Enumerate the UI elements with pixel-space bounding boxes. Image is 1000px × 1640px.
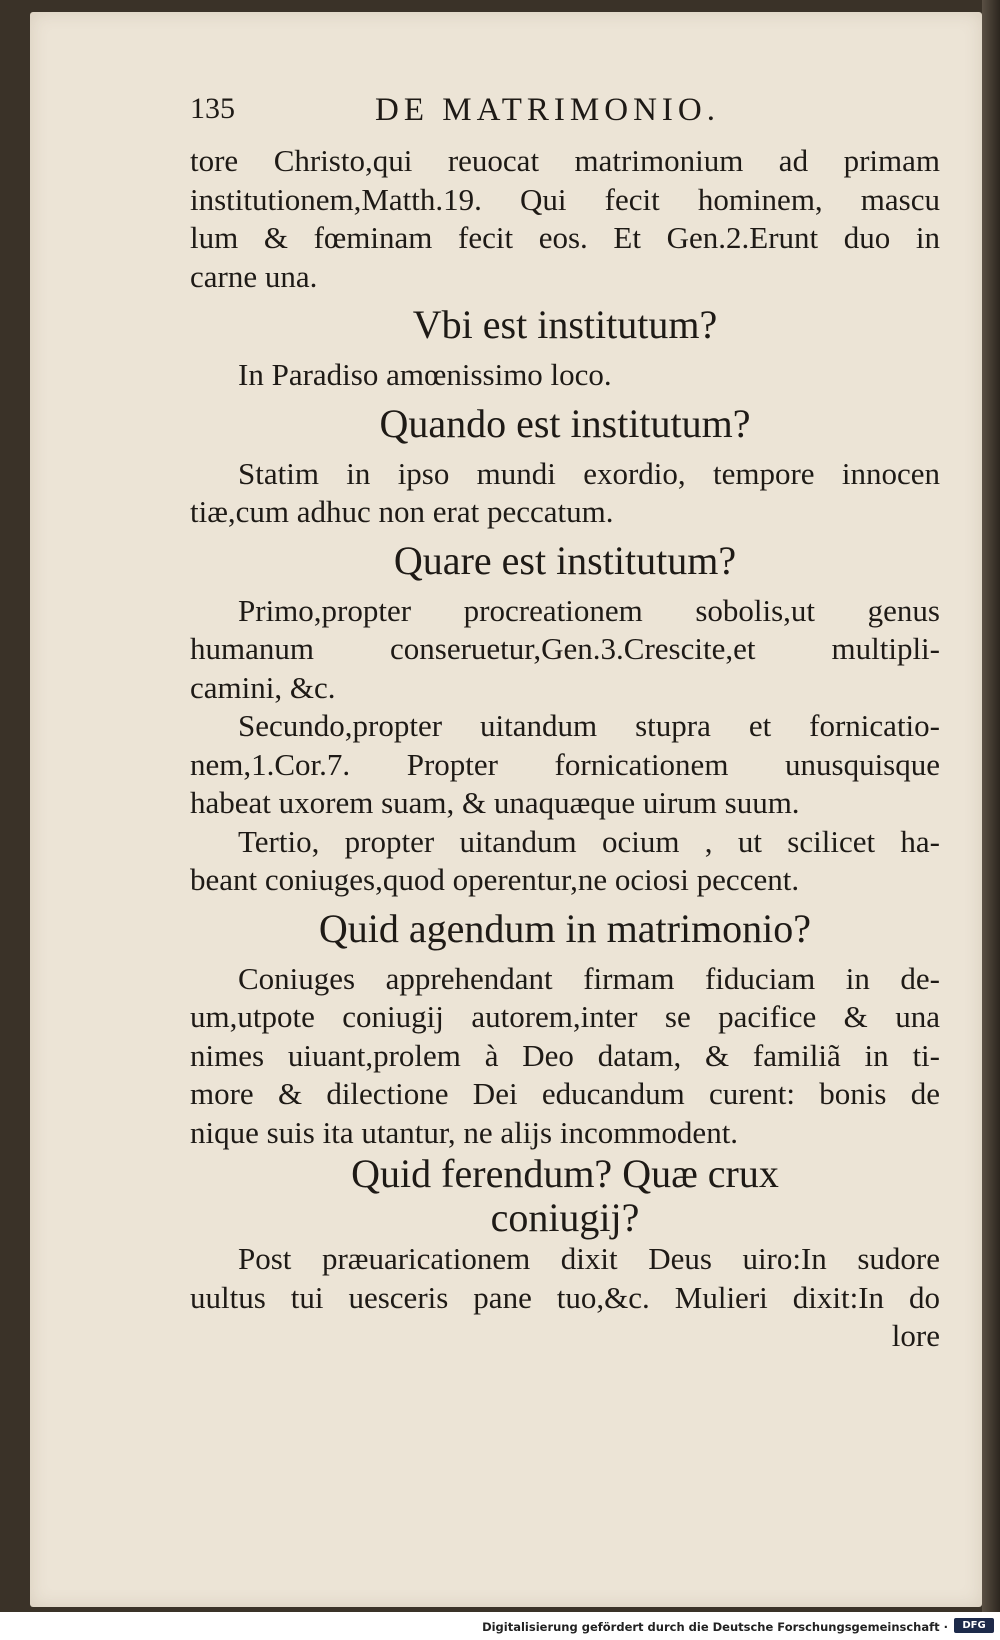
- text-line: uultus tui uesceris pane tuo,&c. Mulieri dixit:In do: [190, 1279, 940, 1315]
- text-line: In Paradiso amœnissimo loco.: [238, 357, 612, 392]
- running-header: [190, 92, 940, 142]
- question-heading: Quid agendum in matrimonio?: [318, 905, 812, 951]
- text-line: tiæ,cum adhuc non erat peccatum.: [190, 494, 614, 529]
- paragraph-1: [190, 142, 940, 296]
- text-line: nem,1.Cor.7. Propter fornicationem unusquisque: [190, 746, 940, 782]
- text-line: nique suis ita utantur, ne alijs incommodent.: [190, 1114, 739, 1150]
- question-heading: Quando est institutum?: [379, 400, 751, 446]
- text-line: humanum conseruetur,Gen.3.Crescite,et multipli-: [190, 631, 940, 666]
- dfg-logo: DFG: [954, 1618, 994, 1633]
- text-line: Secundo,propter uitandum stupra et fornicatio-: [238, 708, 940, 743]
- page-text: [190, 92, 940, 1356]
- question-heading-cont: coniugij?: [490, 1195, 640, 1240]
- question-heading: Quid ferendum? Quæ crux: [351, 1151, 779, 1196]
- running-title: DE MATRIMONIO.: [375, 92, 720, 128]
- text-line: tore Christo,qui reuocat matrimonium ad primam: [190, 143, 940, 178]
- question-heading: Vbi est institutum?: [412, 302, 718, 347]
- page-number: 135: [190, 92, 235, 125]
- funding-credit: Digitalisierung gefördert durch die Deutsche Forschungsgemeinschaft ·: [482, 1620, 948, 1634]
- question-heading: Quare est institutum?: [393, 537, 737, 583]
- text-line: more & dilectione Dei educandum curent: bonis de: [190, 1076, 940, 1111]
- text-line: habeat uxorem suam, & unaquæque uirum suum.: [190, 785, 800, 820]
- text-line: Coniuges apprehendant firmam fiduciam in de-: [238, 960, 940, 996]
- book-edge: [982, 0, 1000, 1612]
- text-line: Primo,propter procreationem sobolis,ut genus: [238, 592, 940, 628]
- digitization-footer: [0, 1612, 1000, 1640]
- catchword: lore: [891, 1318, 940, 1353]
- text-line: institutionem,Matth.19. Qui fecit hominem, mascu: [190, 181, 940, 217]
- text-line: lum & fœminam fecit eos. Et Gen.2.Erunt duo in: [190, 220, 940, 255]
- text-line: carne una.: [190, 258, 318, 294]
- text-line: Post præuaricationem dixit Deus uiro:In sudore: [238, 1241, 940, 1276]
- text-line: um,utpote coniugij autorem,inter se pacifice & una: [190, 999, 940, 1034]
- text-line: camini, &c.: [190, 669, 336, 705]
- text-line: nimes uiuant,prolem à Deo datam, & familiã in ti-: [190, 1037, 940, 1073]
- text-line: Statim in ipso mundi exordio, tempore innocen: [238, 455, 940, 491]
- text-line: beant coniuges,quod operentur,ne ociosi peccent.: [190, 862, 800, 897]
- text-line: Tertio, propter uitandum ocium , ut scilicet ha-: [238, 823, 940, 859]
